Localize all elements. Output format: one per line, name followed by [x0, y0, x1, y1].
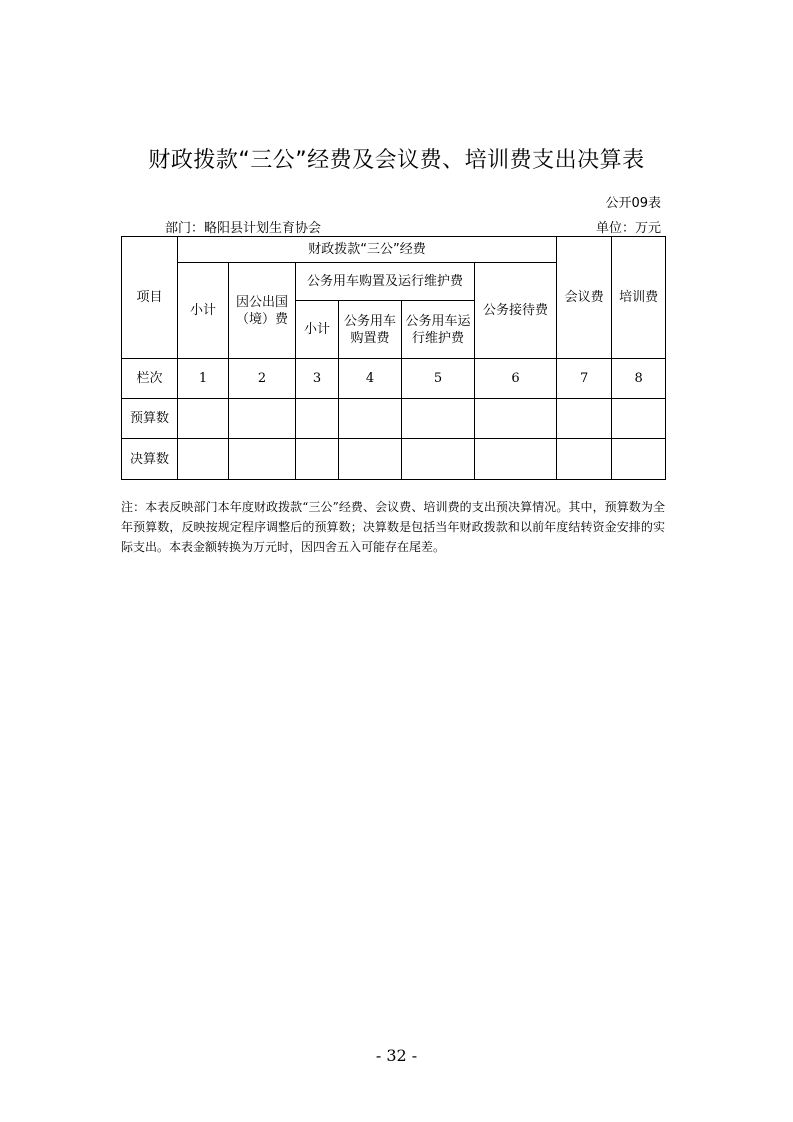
header-item: 项目: [122, 237, 178, 359]
table-cell: [402, 439, 475, 480]
header-vehicle: 公务用车购置及运行维护费: [296, 263, 475, 301]
row-label: 栏次: [122, 359, 178, 399]
table-cell: 2: [229, 359, 296, 399]
header-vehicle-subtotal: 小计: [296, 301, 339, 359]
header-training: 培训费: [612, 237, 666, 359]
department-label: 部门：略阳县计划生育协会: [165, 221, 322, 236]
table-cell: [612, 399, 666, 439]
table-cell: [475, 399, 557, 439]
table-cell: [339, 439, 402, 480]
table-cell: [475, 439, 557, 480]
header-sangong: 财政拨款“三公”经费: [178, 237, 557, 263]
form-number: 公开09表: [605, 196, 661, 211]
table-cell: 3: [296, 359, 339, 399]
table-cell: 8: [612, 359, 666, 399]
table-cell: 5: [402, 359, 475, 399]
table-cell: [178, 439, 229, 480]
table-cell: 6: [475, 359, 557, 399]
table-cell: [557, 399, 612, 439]
header-meeting: 会议费: [557, 237, 612, 359]
table-cell: [178, 399, 229, 439]
table-cell: [339, 399, 402, 439]
table-cell: [229, 439, 296, 480]
table-cell: [296, 439, 339, 480]
unit-label: 单位：万元: [595, 221, 661, 236]
row-label: 决算数: [122, 439, 178, 480]
header-subtotal: 小计: [178, 263, 229, 359]
table-cell: [296, 399, 339, 439]
table-cell: [402, 399, 475, 439]
table-cell: [229, 399, 296, 439]
table-cell: [557, 439, 612, 480]
page-number: - 32 -: [375, 1046, 418, 1065]
header-vehicle-purchase: 公务用车购置费: [339, 301, 402, 359]
table-cell: [612, 439, 666, 480]
table-cell: 1: [178, 359, 229, 399]
table-cell: 4: [339, 359, 402, 399]
header-vehicle-operation: 公务用车运行维护费: [402, 301, 475, 359]
page-title: 财政拨款“三公”经费及会议费、培训费支出决算表: [148, 148, 645, 173]
header-reception: 公务接待费: [475, 263, 557, 359]
header-abroad: 因公出国（境）费: [229, 263, 296, 359]
row-label: 预算数: [122, 399, 178, 439]
table-note: 注：本表反映部门本年度财政拨款“三公”经费、会议费、培训费的支出预决算情况。其中，预算数为全年预算数，反映按规定程序调整后的预算数；决算数是包括当年财政拨款和以前年度结转资金安排的实际支出。本表金额转换为万元时，因四舍五入可能存在尾差。: [121, 500, 665, 554]
expenditure-table: [121, 236, 666, 480]
table-cell: 7: [557, 359, 612, 399]
